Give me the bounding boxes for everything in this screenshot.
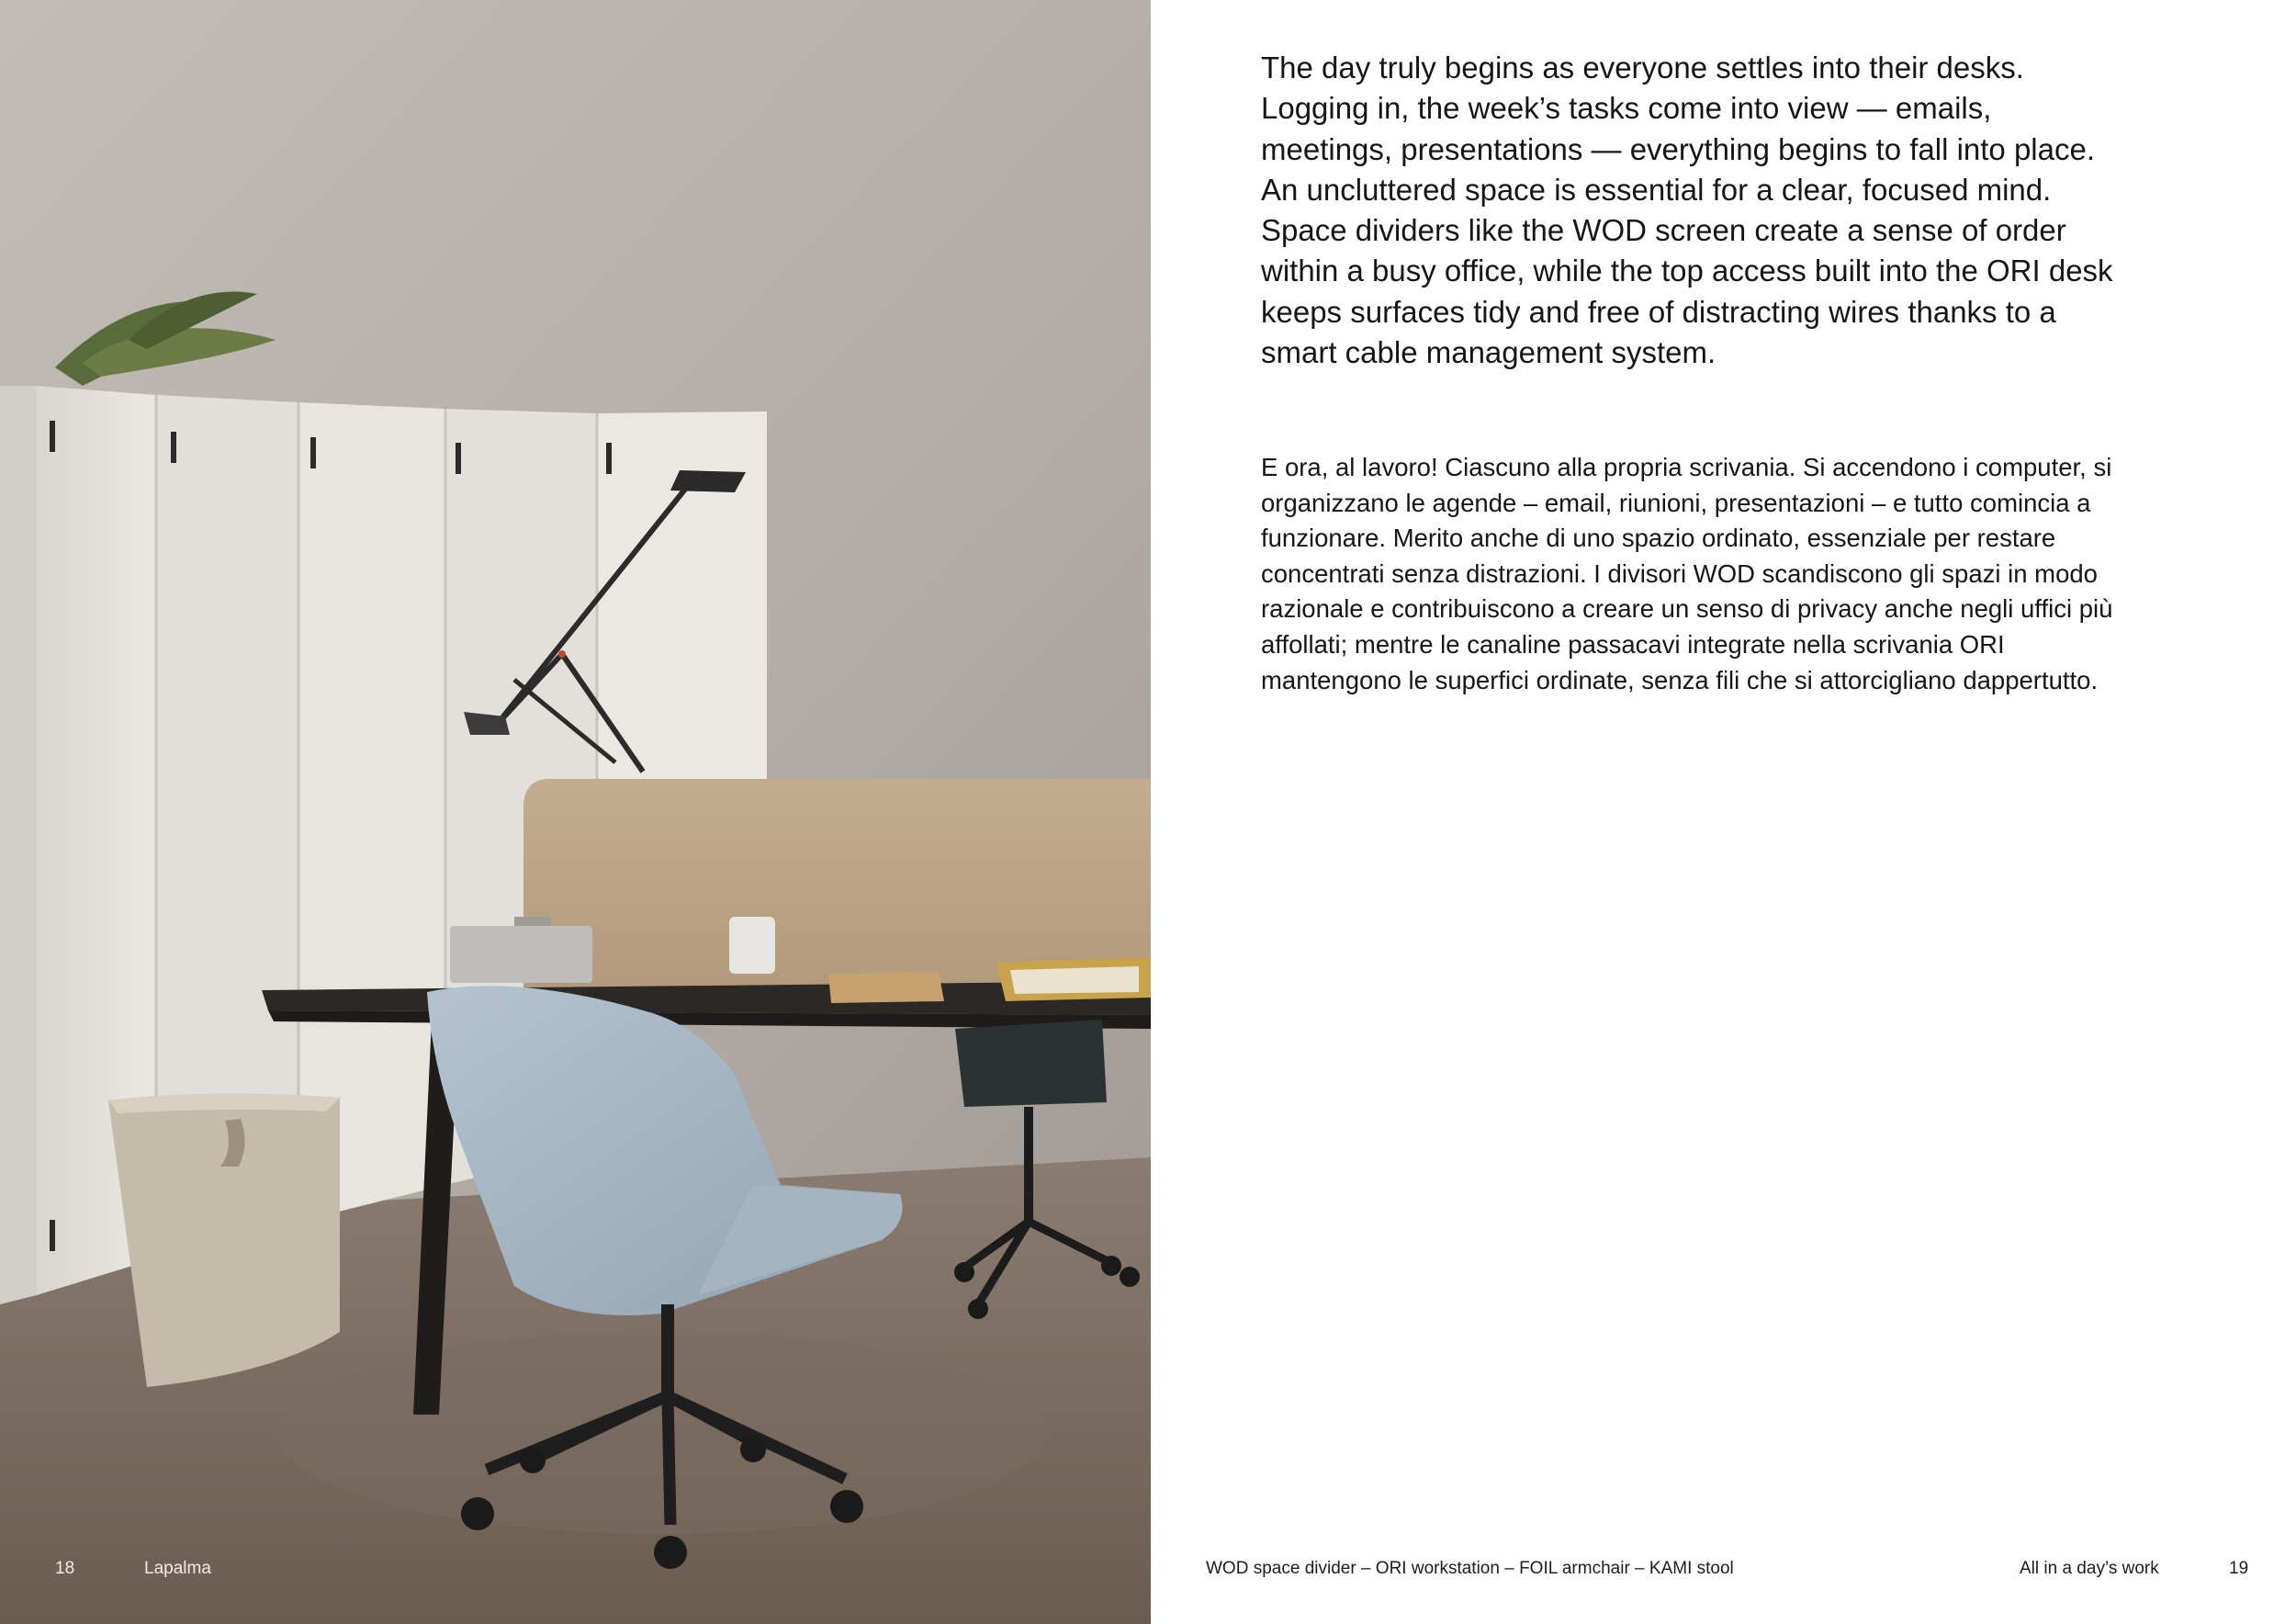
lead-paragraph: The day truly begins as everyone settles into their desks. Logging in, the week’s tasks come into view — emails, meetings, presentations — everything begins to fall into place. An uncluttered space is essential for a clear, focused mind. Space dividers like the WOD screen create a sense of order within a busy office, while the top access built into the ORI desk keeps surfaces tidy and free of distracting wires thanks to a smart cable management system. [1261, 51, 2113, 370]
left-page-number: 18 [55, 1559, 75, 1578]
section-title: All in a day’s work [2020, 1559, 2159, 1578]
photo-caption: WOD space divider – ORI workstation – FOIL armchair – KAMI stool [1206, 1559, 1734, 1578]
right-page-number: 19 [2229, 1559, 2249, 1578]
brand-name: Lapalma [144, 1559, 211, 1578]
italian-paragraph: E ora, al lavoro! Ciascuno alla propria scrivania. Si accendono i computer, si organizzano le agende – email, riunioni, presentazioni – e tutto comincia a funzionare. Merito anche di uno spazio ordinato, essenziale per restare concentrati senza distrazioni. I divisori WOD scandiscono gli spazi in modo razionale e contribuiscono a creare un senso di privacy anche negli uffici più affollati; mentre le canaline passacavi integrate nella scrivania ORI mantengono le superfici ordinate, senza fili che si attorcigliano dappertutto. [1261, 453, 2113, 694]
